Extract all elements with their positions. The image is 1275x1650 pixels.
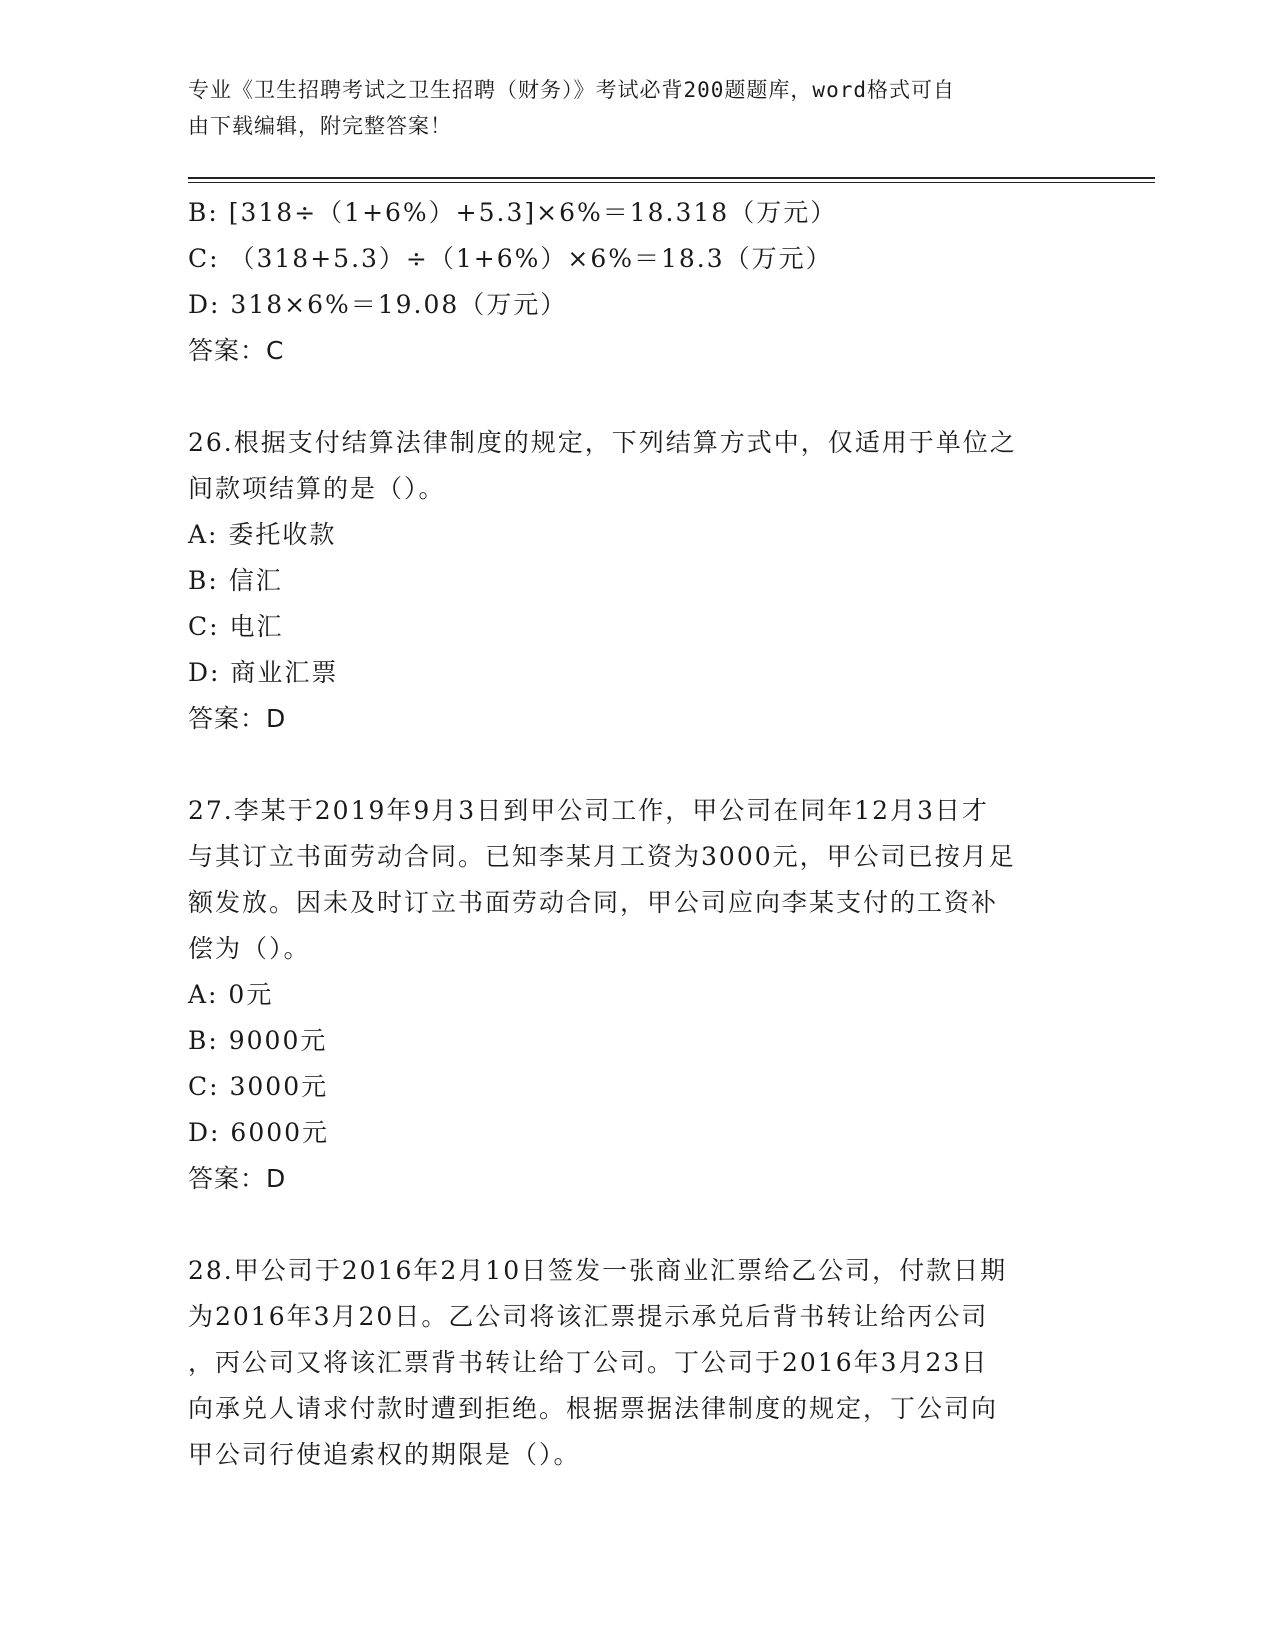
option-d: D: 商业汇票 (188, 658, 339, 687)
option-b: B: 9000元 (188, 1026, 328, 1055)
question-26 (188, 420, 1088, 742)
question-stem: 偿为（）。 (188, 934, 311, 963)
question-stem: 甲公司行使追索权的期限是（）。 (188, 1440, 581, 1469)
question-stem: ，丙公司又将该汇票背书转让给丁公司。丁公司于2016年3月23日 (188, 1348, 989, 1377)
question-28 (188, 1248, 1088, 1478)
answer: 答案：D (188, 704, 287, 733)
option-a: A: 0元 (188, 980, 274, 1009)
option-d: D: 6000元 (188, 1118, 330, 1147)
question-stem: 26.根据支付结算法律制度的规定，下列结算方式中，仅适用于单位之 (188, 428, 1017, 457)
header-line-1: 专业《卫生招聘考试之卫生招聘（财务）》考试必背200题题库，word格式可自 (188, 78, 955, 102)
answer: 答案：C (188, 336, 285, 365)
question-27 (188, 788, 1088, 1202)
option-d: D: 318×6%＝19.08（万元） (188, 290, 568, 319)
question-stem: 额发放。因未及时订立书面劳动合同，甲公司应向李某支付的工资补 (188, 888, 999, 917)
question-stem: 28.甲公司于2016年2月10日签发一张商业汇票给乙公司，付款日期 (188, 1256, 1008, 1285)
question-stem: 为2016年3月20日。乙公司将该汇票提示承兑后背书转让给丙公司 (188, 1302, 989, 1331)
option-b: B: [318÷（1+6%）+5.3]×6%＝18.318（万元） (188, 198, 838, 227)
question-stem: 向承兑人请求付款时遭到拒绝。根据票据法律制度的规定，丁公司向 (188, 1394, 999, 1423)
header-rule-thick (188, 177, 1155, 179)
spacer (188, 374, 1088, 420)
header-line-2: 由下载编辑，附完整答案！ (188, 114, 452, 138)
option-c: C: （318+5.3）÷（1+6%）×6%＝18.3（万元） (188, 244, 833, 273)
spacer (188, 742, 1088, 788)
answer: 答案：D (188, 1164, 287, 1193)
option-c: C: 3000元 (188, 1072, 329, 1101)
option-a: A: 委托收款 (188, 520, 337, 549)
page-header (188, 72, 1068, 144)
option-c: C: 电汇 (188, 612, 284, 641)
header-rule-thin (188, 182, 1155, 183)
question-stem: 与其订立书面劳动合同。已知李某月工资为3000元，甲公司已按月足 (188, 842, 1016, 871)
option-b: B: 信汇 (188, 566, 283, 595)
question-stem: 27.李某于2019年9月3日到甲公司工作，甲公司在同年12月3日才 (188, 796, 989, 825)
spacer (188, 1202, 1088, 1248)
question-25-tail (188, 190, 1088, 374)
question-stem: 间款项结算的是（）。 (188, 474, 446, 503)
question-content (188, 190, 1088, 1478)
